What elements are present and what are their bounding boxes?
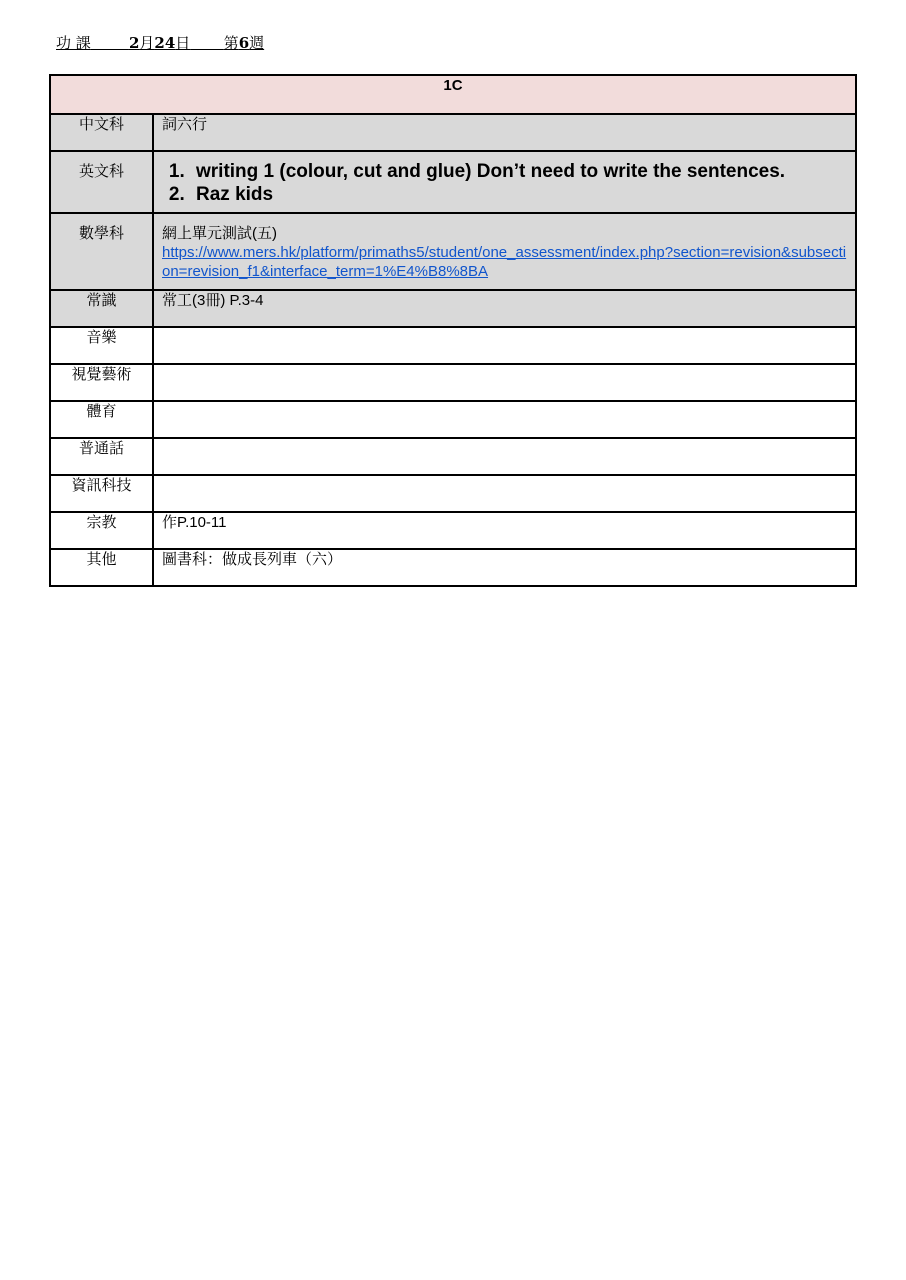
row-visual-arts (50, 364, 856, 401)
header-week: 6 (238, 34, 250, 52)
content-religion: 作P.10-11 (153, 512, 856, 549)
content-putonghua (153, 438, 856, 475)
class-row (50, 75, 856, 114)
row-gs (50, 290, 856, 327)
content-visual-arts (153, 364, 856, 401)
subject-religion: 宗教 (50, 512, 153, 549)
header-day: 24 (154, 34, 176, 52)
page-header (56, 32, 264, 53)
header-week-unit: 週 (249, 34, 265, 52)
subject-putonghua: 普通話 (50, 438, 153, 475)
class-name: 1C (50, 75, 856, 114)
subject-music: 音樂 (50, 327, 153, 364)
subject-it: 資訊科技 (50, 475, 153, 512)
subject-other: 其他 (50, 549, 153, 586)
subject-visual-arts: 視覺藝術 (50, 364, 153, 401)
row-other (50, 549, 856, 586)
row-religion (50, 512, 856, 549)
subject-math: 數學科 (50, 213, 153, 290)
header-month-unit: 月 (139, 34, 155, 52)
english-item-1: 1. writing 1 (colour, cut and glue) Don’t need to write the sentences. (190, 160, 847, 183)
subject-gs: 常識 (50, 290, 153, 327)
content-english (153, 151, 856, 213)
content-it (153, 475, 856, 512)
row-putonghua (50, 438, 856, 475)
subject-english: 英文科 (50, 151, 153, 213)
header-week-prefix: 第 (223, 34, 239, 52)
content-other: 圖書科：做成長列車（六） (153, 549, 856, 586)
english-list (162, 152, 847, 212)
row-music (50, 327, 856, 364)
content-pe (153, 401, 856, 438)
header-day-unit: 日 (175, 34, 191, 52)
subject-pe: 體育 (50, 401, 153, 438)
header-label: 功 課 (56, 34, 91, 52)
row-math (50, 213, 856, 290)
row-it (50, 475, 856, 512)
content-gs: 常工(3冊) P.3-4 (153, 290, 856, 327)
homework-table (49, 74, 857, 587)
math-link[interactable]: https://www.mers.hk/platform/primaths5/student/one_assessment/index.php?section=revision&subsection=revision_f1&interface_term=1%E4%B8%8BA (162, 244, 847, 280)
row-pe (50, 401, 856, 438)
header-month: 2 (128, 34, 140, 52)
row-chinese (50, 114, 856, 151)
math-task: 網上單元測試(五) (162, 225, 277, 242)
subject-chinese: 中文科 (50, 114, 153, 151)
english-item-2: 2. Raz kids (190, 183, 847, 206)
content-music (153, 327, 856, 364)
row-english (50, 151, 856, 213)
content-math (153, 213, 856, 290)
content-chinese: 詞六行 (153, 114, 856, 151)
